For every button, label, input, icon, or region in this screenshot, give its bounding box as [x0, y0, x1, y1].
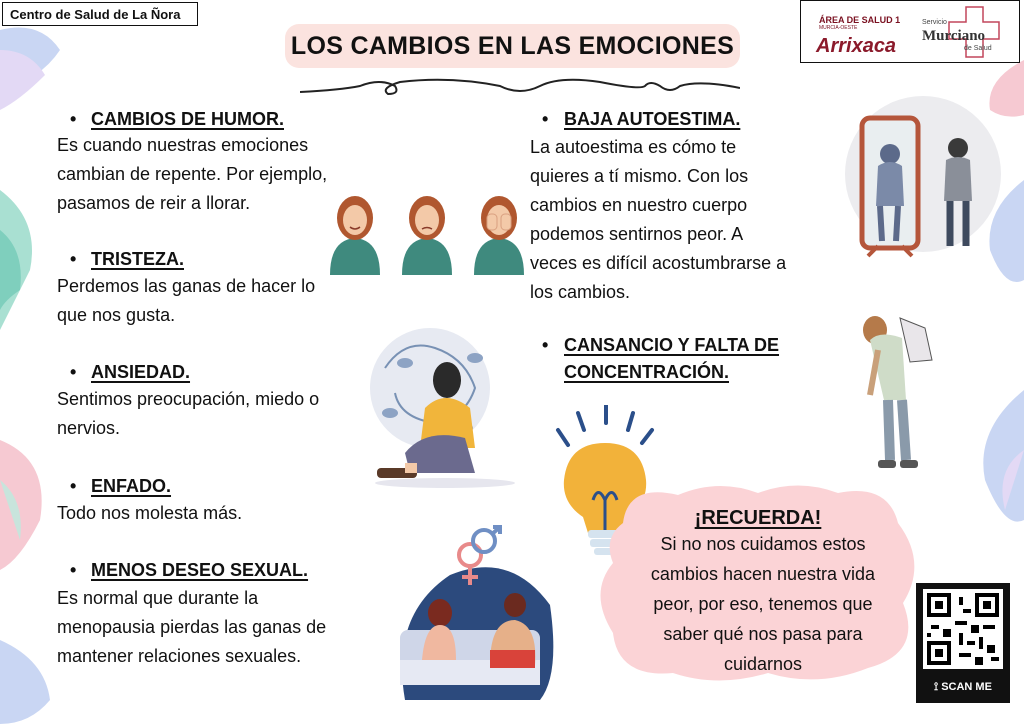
text-line: mantener relaciones sexuales. — [57, 646, 302, 666]
qr-scan-label — [916, 681, 1010, 694]
scan-me-text: SCAN ME — [941, 681, 992, 693]
text-baja-autoestima — [530, 133, 833, 307]
bullet-dot: • — [70, 476, 77, 496]
text-line: cambios hacen nuestra vida — [650, 564, 876, 584]
couple-sexual-desire-illustration — [390, 525, 555, 700]
decorative-swirl-divider — [300, 72, 740, 102]
flower-decoration-right-low — [975, 390, 1024, 540]
text-line: los cambios. — [530, 282, 631, 302]
text-cambios-humor — [57, 131, 357, 218]
logo-brand: Arrixaca — [816, 35, 897, 57]
flower-decoration-bottom-left — [0, 640, 60, 724]
text-line: La autoestima es cómo te — [530, 137, 737, 157]
bullet-dot: • — [70, 109, 77, 129]
text-ansiedad — [57, 385, 367, 443]
text-line: saber qué nos pasa para — [663, 624, 863, 644]
bullet-dot: • — [542, 335, 549, 355]
text-line: menopausia pierdas las ganas de — [57, 617, 327, 637]
remember-text — [618, 529, 908, 679]
clinic-tag: Centro de Salud de La Ñora — [2, 2, 198, 26]
bullet-dot: • — [542, 109, 549, 129]
text-line: que nos gusta. — [57, 305, 176, 325]
text-line: Es cuando nuestras emociones — [57, 135, 309, 155]
text-line: Sentimos preocupación, miedo o — [57, 389, 320, 409]
acrobat-icon: ⟟ — [934, 681, 942, 693]
tired-person-illustration — [840, 300, 940, 478]
logo-service-top: Servicio — [922, 19, 947, 26]
bullet-dot: • — [70, 249, 77, 269]
heading-tristeza: TRISTEZA. — [91, 249, 184, 269]
mood-change-faces-illustration — [325, 190, 525, 275]
heading-menos-deseo: MENOS DESEO SEXUAL. — [91, 560, 309, 580]
text-line: Si no nos cuidamos estos — [660, 534, 866, 554]
flower-decoration-top-left — [0, 20, 70, 120]
text-line: peor, por eso, tenemos que — [653, 594, 873, 614]
text-line: Todo nos molesta más. — [57, 503, 243, 523]
flower-decoration-left-mid — [0, 180, 50, 340]
anxiety-illustration — [365, 318, 515, 490]
heading-enfado: ENFADO. — [91, 476, 172, 496]
text-line: cuidarnos — [723, 654, 803, 674]
heading-cansancio-line2: CONCENTRACIÓN. — [564, 362, 729, 382]
mirror-self-esteem-illustration — [838, 96, 1008, 266]
text-line: quieres a tí mismo. Con los — [530, 166, 749, 186]
text-line: cambian de repente. Por ejemplo, — [57, 164, 328, 184]
text-line: pasamos de reir a llorar. — [57, 193, 251, 213]
logo-area-sub: MURCIA-OESTE — [819, 25, 858, 31]
remember-heading: ¡RECUERDA! — [694, 507, 822, 529]
text-line: veces es difícil acostumbrarse a — [530, 253, 787, 273]
logo-service-bottom: de Salud — [964, 45, 992, 52]
flower-decoration-left-low — [0, 420, 60, 580]
text-line: Es normal que durante la — [57, 588, 259, 608]
text-line: cambios en nuestro cuerpo — [530, 195, 748, 215]
text-enfado — [57, 499, 367, 528]
logo-service-main: Murciano — [922, 28, 986, 44]
text-line: Perdemos las ganas de hacer lo — [57, 276, 316, 296]
heading-cansancio-line1: CANSANCIO Y FALTA DE — [564, 335, 780, 355]
logo-area-label: ÁREA DE SALUD 1 — [819, 15, 901, 25]
heading-cambios-humor: CAMBIOS DE HUMOR. — [91, 109, 284, 129]
heading-ansiedad: ANSIEDAD. — [91, 362, 191, 382]
qr-code-image — [923, 589, 1003, 669]
text-line: podemos sentirnos peor. A — [530, 224, 744, 244]
bullet-dot: • — [70, 362, 77, 382]
qr-code[interactable] — [916, 583, 1010, 703]
text-tristeza — [57, 272, 367, 330]
health-service-logo — [800, 0, 1020, 63]
text-line: nervios. — [57, 418, 121, 438]
page-title: LOS CAMBIOS EN LAS EMOCIONES — [285, 24, 740, 68]
heading-baja-autoestima: BAJA AUTOESTIMA. — [564, 109, 741, 129]
text-menos-deseo — [57, 584, 377, 671]
remember-box — [598, 483, 918, 683]
bullet-dot: • — [70, 560, 77, 580]
